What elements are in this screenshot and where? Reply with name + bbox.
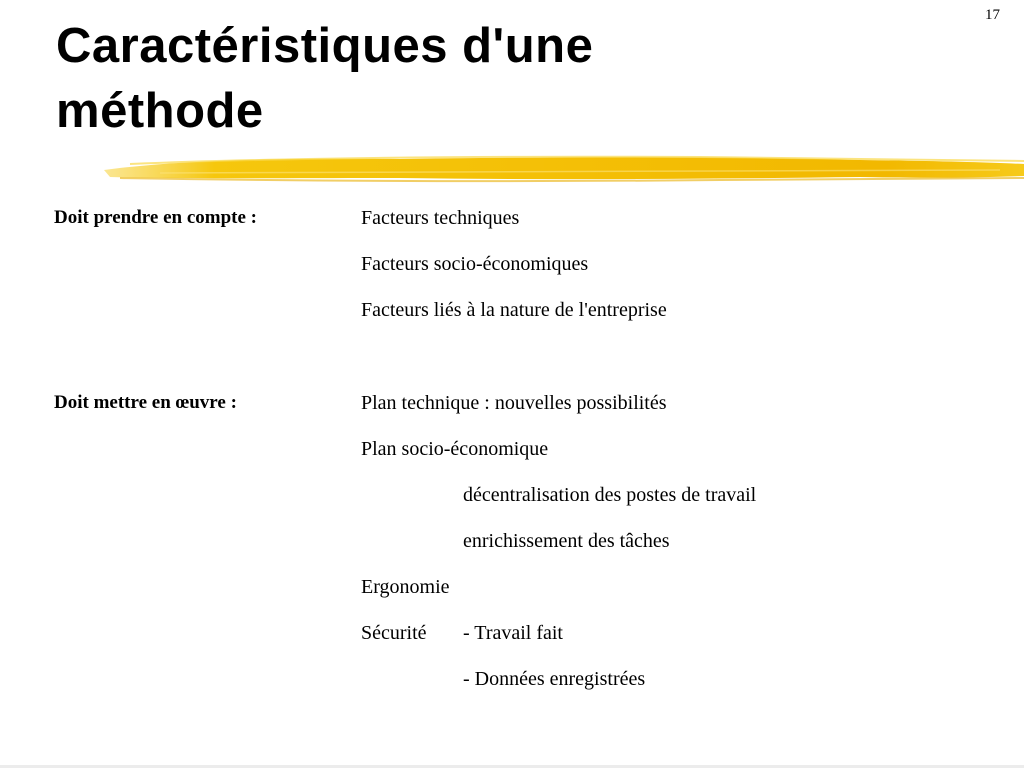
list-item: Sécurité: [361, 622, 427, 644]
list-item: Plan technique : nouvelles possibilités: [361, 392, 667, 414]
list-item: Facteurs socio-économiques: [361, 253, 589, 275]
list-item: Facteurs liés à la nature de l'entreprise: [361, 299, 667, 321]
label-mettre-en-oeuvre: Doit mettre en œuvre :: [54, 392, 237, 413]
list-item: Plan socio-économique: [361, 438, 549, 460]
list-subitem: enrichissement des tâches: [463, 530, 670, 552]
list-item: Facteurs techniques: [361, 207, 520, 229]
page-number: 17: [985, 7, 1000, 23]
title-line-2: méthode: [56, 84, 264, 138]
list-item: Ergonomie: [361, 576, 450, 598]
list-subitem: décentralisation des postes de travail: [463, 484, 757, 506]
label-prendre-en-compte: Doit prendre en compte :: [54, 207, 257, 228]
list-subitem: - Travail fait: [463, 622, 563, 644]
list-subitem: - Données enregistrées: [463, 668, 646, 690]
title-line-1: Caractéristiques d'une: [56, 19, 594, 73]
